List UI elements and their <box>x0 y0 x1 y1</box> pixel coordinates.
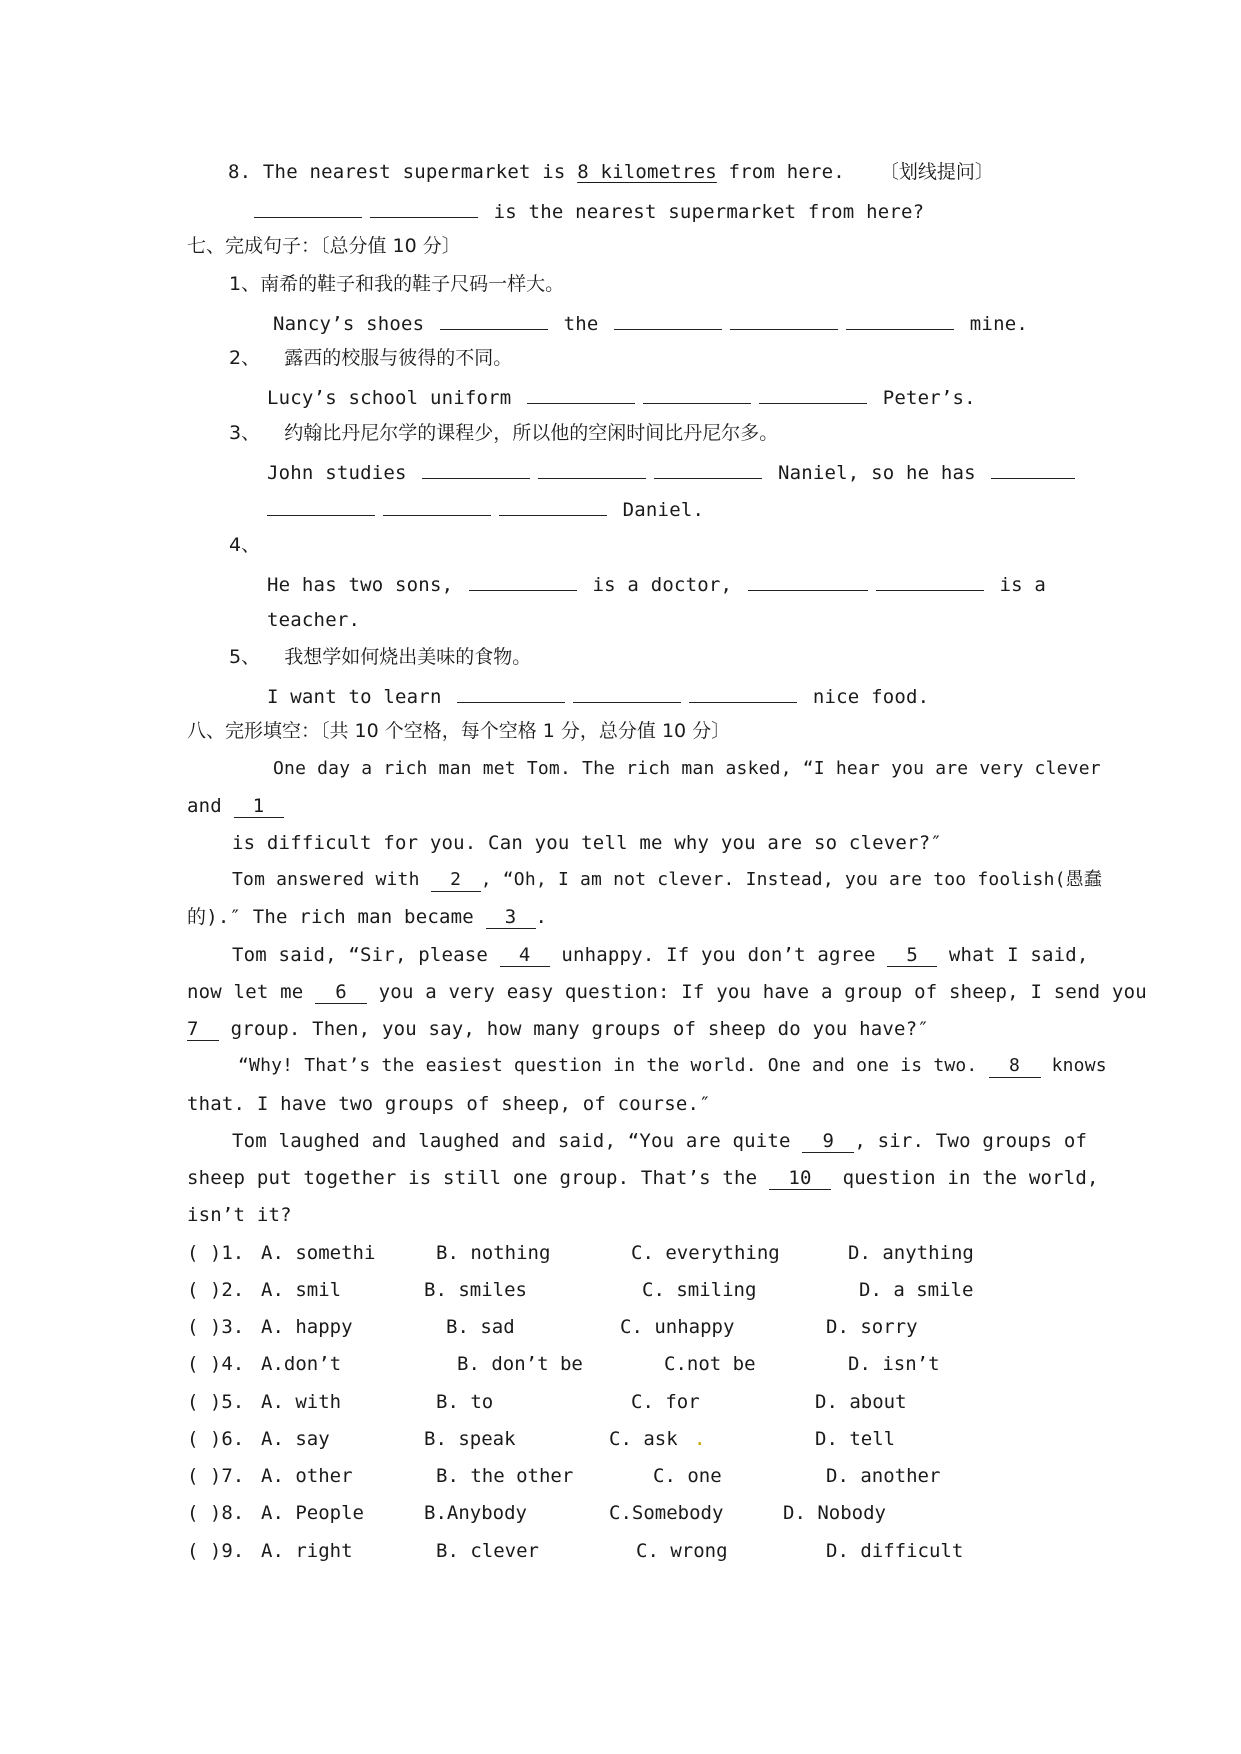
s8-p2a: Tom answered with 2 , “Oh, I am not clever. Instead, you are too foolish(愚蠢 <box>232 869 1103 890</box>
q8-text-after: from here. <box>728 161 845 183</box>
cloze-blank-9[interactable]: 9 <box>802 1130 854 1153</box>
option-q5-label: ( )5. <box>187 1391 245 1413</box>
option-q6-b[interactable]: B. speak <box>424 1428 516 1450</box>
s7-item4-num: 4、 <box>229 534 261 556</box>
answer-blank[interactable] <box>876 570 984 591</box>
answer-blank[interactable] <box>643 383 751 404</box>
option-q2-label: ( )2. <box>187 1279 245 1301</box>
s7-item2-zh: 2、 露西的校服与彼得的不同。 <box>229 347 513 369</box>
answer-blank[interactable] <box>440 309 548 330</box>
s7-item4-en-cont: teacher. <box>267 609 361 631</box>
option-q6-c[interactable]: C. ask <box>609 1428 678 1450</box>
option-q2-c[interactable]: C. smiling <box>642 1279 757 1301</box>
s7-item5-zh: 5、 我想学如何烧出美味的食物。 <box>229 646 532 668</box>
option-q7-b[interactable]: B. the other <box>436 1465 574 1487</box>
s7-item3-en-cont: Daniel. <box>267 495 704 523</box>
answer-blank[interactable] <box>846 309 954 330</box>
option-q9-c[interactable]: C. wrong <box>636 1540 728 1562</box>
cloze-blank-8[interactable]: 8 <box>989 1055 1041 1078</box>
option-q3-d[interactable]: D. sorry <box>826 1316 918 1338</box>
answer-blank[interactable] <box>538 458 646 479</box>
option-q3-label: ( )3. <box>187 1316 245 1338</box>
option-q7-d[interactable]: D. another <box>826 1465 941 1487</box>
answer-blank[interactable] <box>370 197 478 218</box>
q8-instruction: 〔划线提问〕 <box>879 161 994 183</box>
option-q4-d[interactable]: D. isn’t <box>848 1353 940 1375</box>
option-q7-label: ( )7. <box>187 1465 245 1487</box>
answer-blank[interactable] <box>457 682 565 703</box>
q8-number: 8. <box>228 161 252 183</box>
option-q6-d[interactable]: D. tell <box>815 1428 896 1450</box>
s7-item5-en: I want to learn nice food. <box>267 682 929 710</box>
option-q5-d[interactable]: D. about <box>815 1391 907 1413</box>
cloze-blank-4[interactable]: 4 <box>500 944 550 967</box>
answer-blank[interactable] <box>730 309 838 330</box>
answer-blank[interactable] <box>383 495 491 516</box>
s8-p2b: 的).″ The rich man became 3 . <box>187 906 548 928</box>
q8-answer-line <box>250 197 924 225</box>
s8-p4a: “Why! That’s the easiest question in the world. One and one is two. 8 knows <box>238 1055 1107 1076</box>
option-q6-a[interactable]: A. say <box>261 1428 330 1450</box>
s8-p5a: Tom laughed and laughed and said, “You are quite 9 , sir. Two groups of <box>232 1130 1088 1152</box>
s8-p3b: now let me 6 you a very easy question: If you have a group of sheep, I send you <box>187 981 1147 1003</box>
answer-blank[interactable] <box>499 495 607 516</box>
option-q2-a[interactable]: A. smil <box>261 1279 342 1301</box>
s8-p3a: Tom said, “Sir, please 4 unhappy. If you don’t agree 5 what I said, <box>232 944 1089 966</box>
answer-blank[interactable] <box>759 383 867 404</box>
cloze-blank-5[interactable]: 5 <box>887 944 937 967</box>
option-q9-d[interactable]: D. difficult <box>826 1540 964 1562</box>
option-q1-label: ( )1. <box>187 1242 245 1264</box>
stray-mark: . <box>694 1428 706 1450</box>
option-q9-a[interactable]: A. right <box>261 1540 353 1562</box>
s7-item4-en: He has two sons, is a doctor, is a <box>267 570 1046 598</box>
s7-item3-zh: 3、 约翰比丹尼尔学的课程少，所以他的空闲时间比丹尼尔多。 <box>229 422 779 444</box>
answer-blank[interactable] <box>267 495 375 516</box>
answer-blank[interactable] <box>991 458 1075 479</box>
answer-blank[interactable] <box>689 682 797 703</box>
answer-blank[interactable] <box>254 197 362 218</box>
section8-title: 八、完形填空：〔共 10 个空格，每个空格 1 分，总分值 10 分〕 <box>187 720 731 742</box>
s7-item2-en: Lucy’s school uniform Peter’s. <box>267 383 976 411</box>
option-q8-a[interactable]: A. People <box>261 1502 364 1524</box>
answer-blank[interactable] <box>422 458 530 479</box>
option-q8-label: ( )8. <box>187 1502 245 1524</box>
option-q4-c[interactable]: C.not be <box>664 1353 756 1375</box>
option-q8-b[interactable]: B.Anybody <box>424 1502 527 1524</box>
cloze-blank-1[interactable]: 1 <box>234 795 284 818</box>
s7-item1-zh: 1、南希的鞋子和我的鞋子尺码一样大。 <box>229 273 565 295</box>
cloze-blank-7[interactable]: 7 <box>187 1018 219 1041</box>
option-q9-label: ( )9. <box>187 1540 245 1562</box>
option-q1-d[interactable]: D. anything <box>848 1242 974 1264</box>
q8-underlined: 8 kilometres <box>577 161 717 183</box>
option-q3-c[interactable]: C. unhappy <box>620 1316 735 1338</box>
s8-p3c: 7 group. Then, you say, how many groups of sheep do you have?″ <box>187 1018 929 1040</box>
option-q4-b[interactable]: B. don’t be <box>457 1353 583 1375</box>
option-q4-label: ( )4. <box>187 1353 245 1375</box>
option-q1-b[interactable]: B. nothing <box>436 1242 551 1264</box>
answer-blank[interactable] <box>614 309 722 330</box>
option-q8-d[interactable]: D. Nobody <box>783 1502 886 1524</box>
cloze-blank-3[interactable]: 3 <box>486 906 536 929</box>
option-q7-c[interactable]: C. one <box>653 1465 722 1487</box>
option-q3-b[interactable]: B. sad <box>446 1316 515 1338</box>
option-q1-c[interactable]: C. everything <box>631 1242 780 1264</box>
option-q8-c[interactable]: C.Somebody <box>609 1502 724 1524</box>
option-q6-label: ( )6. <box>187 1428 245 1450</box>
option-q5-a[interactable]: A. with <box>261 1391 342 1413</box>
s8-p1a: One day a rich man met Tom. The rich man asked, “I hear you are very clever <box>273 758 1101 779</box>
answer-blank[interactable] <box>527 383 635 404</box>
s8-p1c: is difficult for you. Can you tell me why you are so clever?″ <box>232 832 942 854</box>
cloze-blank-6[interactable]: 6 <box>315 981 367 1004</box>
s8-p4b: that. I have two groups of sheep, of course.″ <box>187 1093 711 1115</box>
option-q4-a[interactable]: A.don’t <box>261 1353 342 1375</box>
q8-text-before: The nearest supermarket is <box>262 161 566 183</box>
s8-p5b: sheep put together is still one group. That’s the 10 question in the world, <box>187 1167 1099 1189</box>
section7-title: 七、完成句子：〔总分值 10 分〕 <box>187 235 461 257</box>
s8-p1b: and 1 <box>187 793 284 819</box>
answer-blank[interactable] <box>469 570 577 591</box>
option-q2-d[interactable]: D. a smile <box>859 1279 974 1301</box>
cloze-blank-2[interactable]: 2 <box>431 869 481 892</box>
cloze-blank-10[interactable]: 10 <box>769 1167 831 1190</box>
s8-p5c: isn’t it? <box>187 1204 292 1226</box>
s7-item3-en: John studies Naniel, so he has <box>267 458 1079 486</box>
answer-blank[interactable] <box>573 682 681 703</box>
option-q1-a[interactable]: A. somethi <box>261 1242 376 1264</box>
option-q5-b[interactable]: B. to <box>436 1391 494 1413</box>
s7-item1-en: Nancy’s shoes the mine. <box>273 309 1028 337</box>
q8-line <box>228 159 994 185</box>
answer-blank[interactable] <box>654 458 762 479</box>
option-q9-b[interactable]: B. clever <box>436 1540 539 1562</box>
answer-blank[interactable] <box>748 570 868 591</box>
option-q3-a[interactable]: A. happy <box>261 1316 353 1338</box>
option-q2-b[interactable]: B. smiles <box>424 1279 527 1301</box>
option-q7-a[interactable]: A. other <box>261 1465 353 1487</box>
q8-answer-end: is the nearest supermarket from here? <box>493 201 925 223</box>
option-q5-c[interactable]: C. for <box>631 1391 700 1413</box>
